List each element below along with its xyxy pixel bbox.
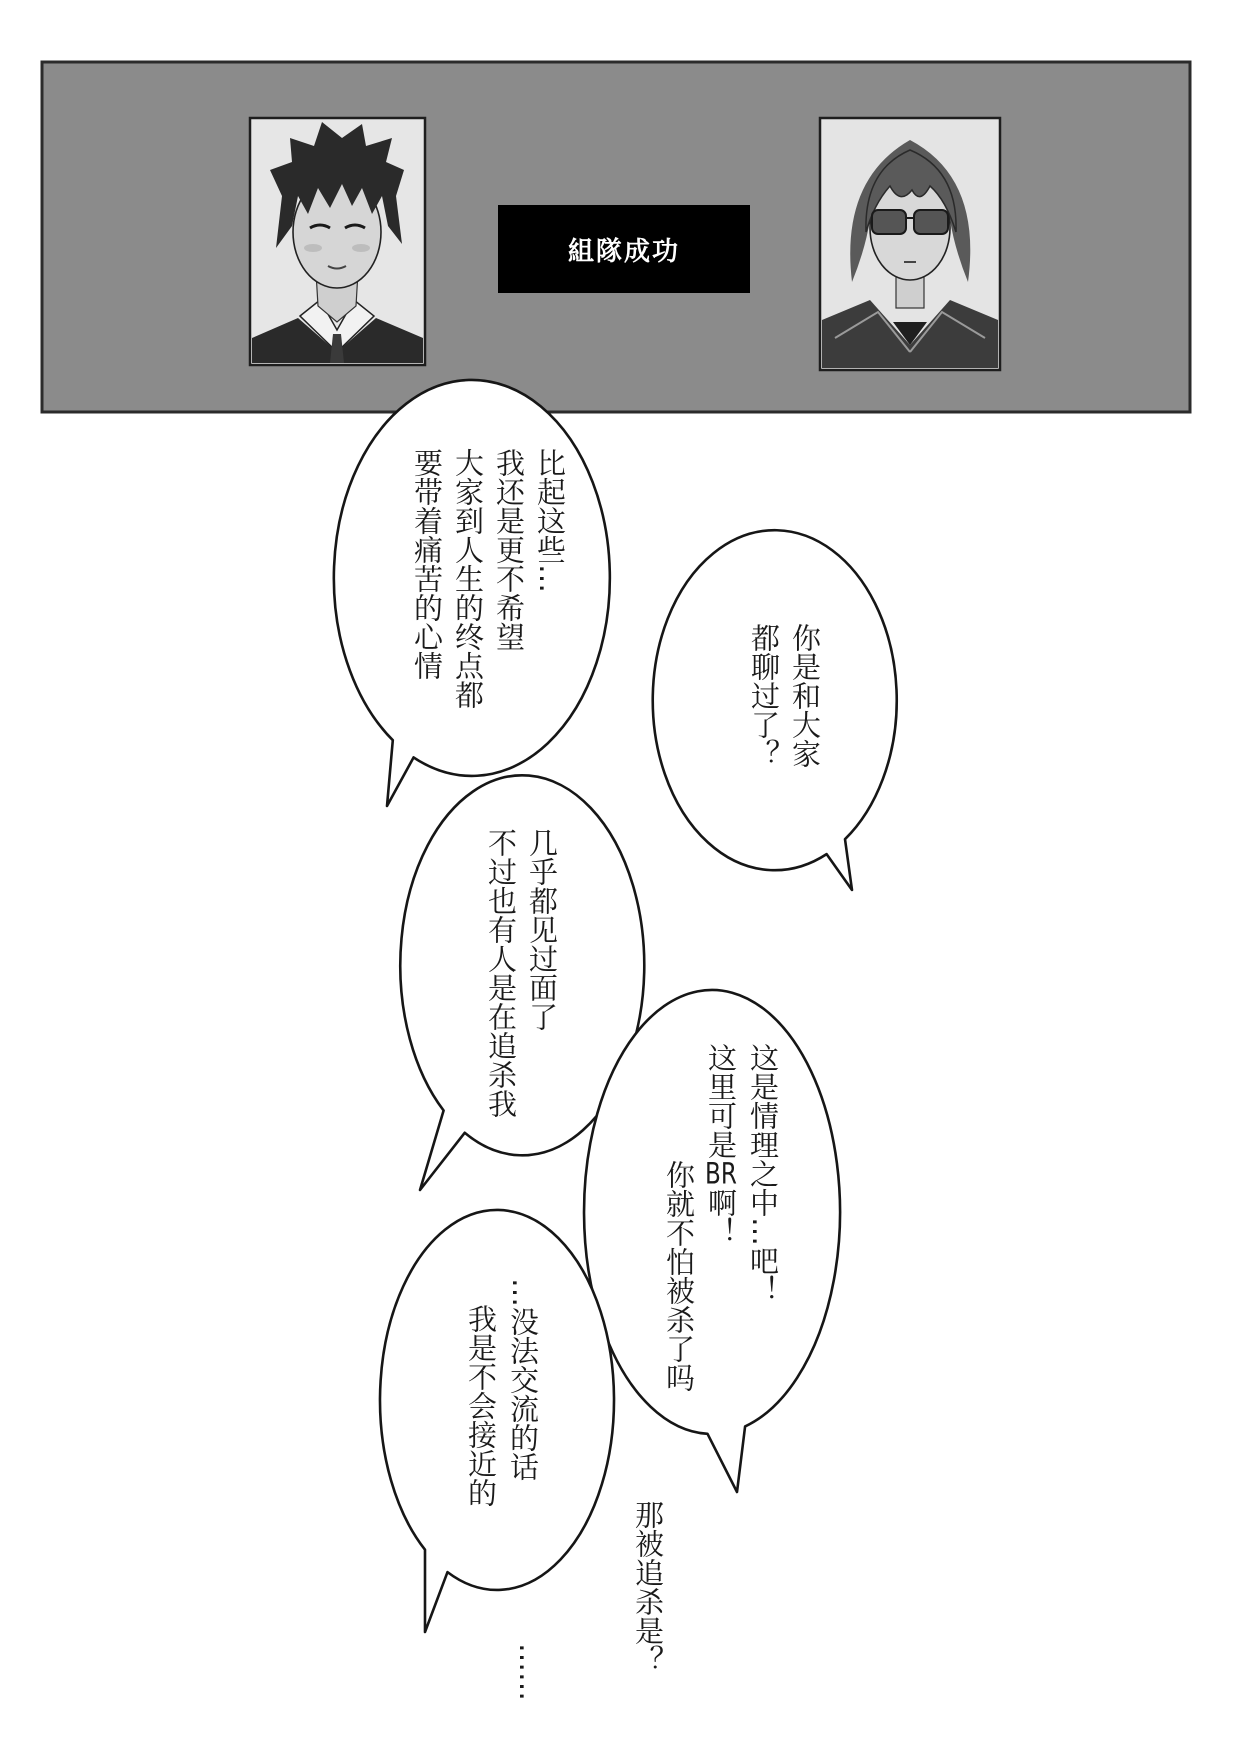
speech-line: 那被追杀是？ <box>631 1500 665 1674</box>
blush-right <box>352 244 370 252</box>
ellipsis-text <box>509 1643 551 1713</box>
speech-line: 比起这些… <box>533 448 567 593</box>
speech-line: 都聊过了？ <box>747 623 781 768</box>
speech-text-3 <box>480 828 562 1128</box>
speech-segment: 这里可是 <box>704 1043 738 1159</box>
speech-line: 你是和大家 <box>788 623 822 768</box>
speech-text-1 <box>406 448 570 748</box>
speech-line: 几乎都见过面了 <box>525 828 559 1031</box>
speech-segment-latin: BR <box>705 1159 737 1188</box>
narration-text-1 <box>627 1500 669 1690</box>
portrait-right <box>820 118 1000 370</box>
speech-line: 我是不会接近的 <box>464 1304 498 1507</box>
speech-line: 这是情理之中…吧！ <box>746 1043 780 1304</box>
glasses-lens-left <box>872 210 906 234</box>
speech-text-4 <box>658 1043 784 1413</box>
blush-left <box>304 244 322 252</box>
speech-line: …没法交流的话 <box>506 1278 540 1481</box>
speech-line: 你就不怕被杀了吗 <box>662 1160 696 1392</box>
speech-text-2 <box>743 623 825 793</box>
speech-line: …… <box>513 1643 547 1701</box>
speech-text-5 <box>460 1278 544 1538</box>
glasses-lens-right <box>914 210 948 234</box>
portrait-left <box>250 118 425 365</box>
speech-line: 大家到人生的终点都 <box>451 448 485 709</box>
speech-line: 要带着痛苦的心情 <box>410 448 444 680</box>
speech-line: 不过也有人是在追杀我 <box>484 828 518 1118</box>
banner-text: 組隊成功 <box>567 236 680 267</box>
speech-line <box>700 1043 742 1413</box>
speech-line: 我还是更不希望 <box>492 448 526 651</box>
speech-segment: 啊！ <box>704 1188 738 1246</box>
